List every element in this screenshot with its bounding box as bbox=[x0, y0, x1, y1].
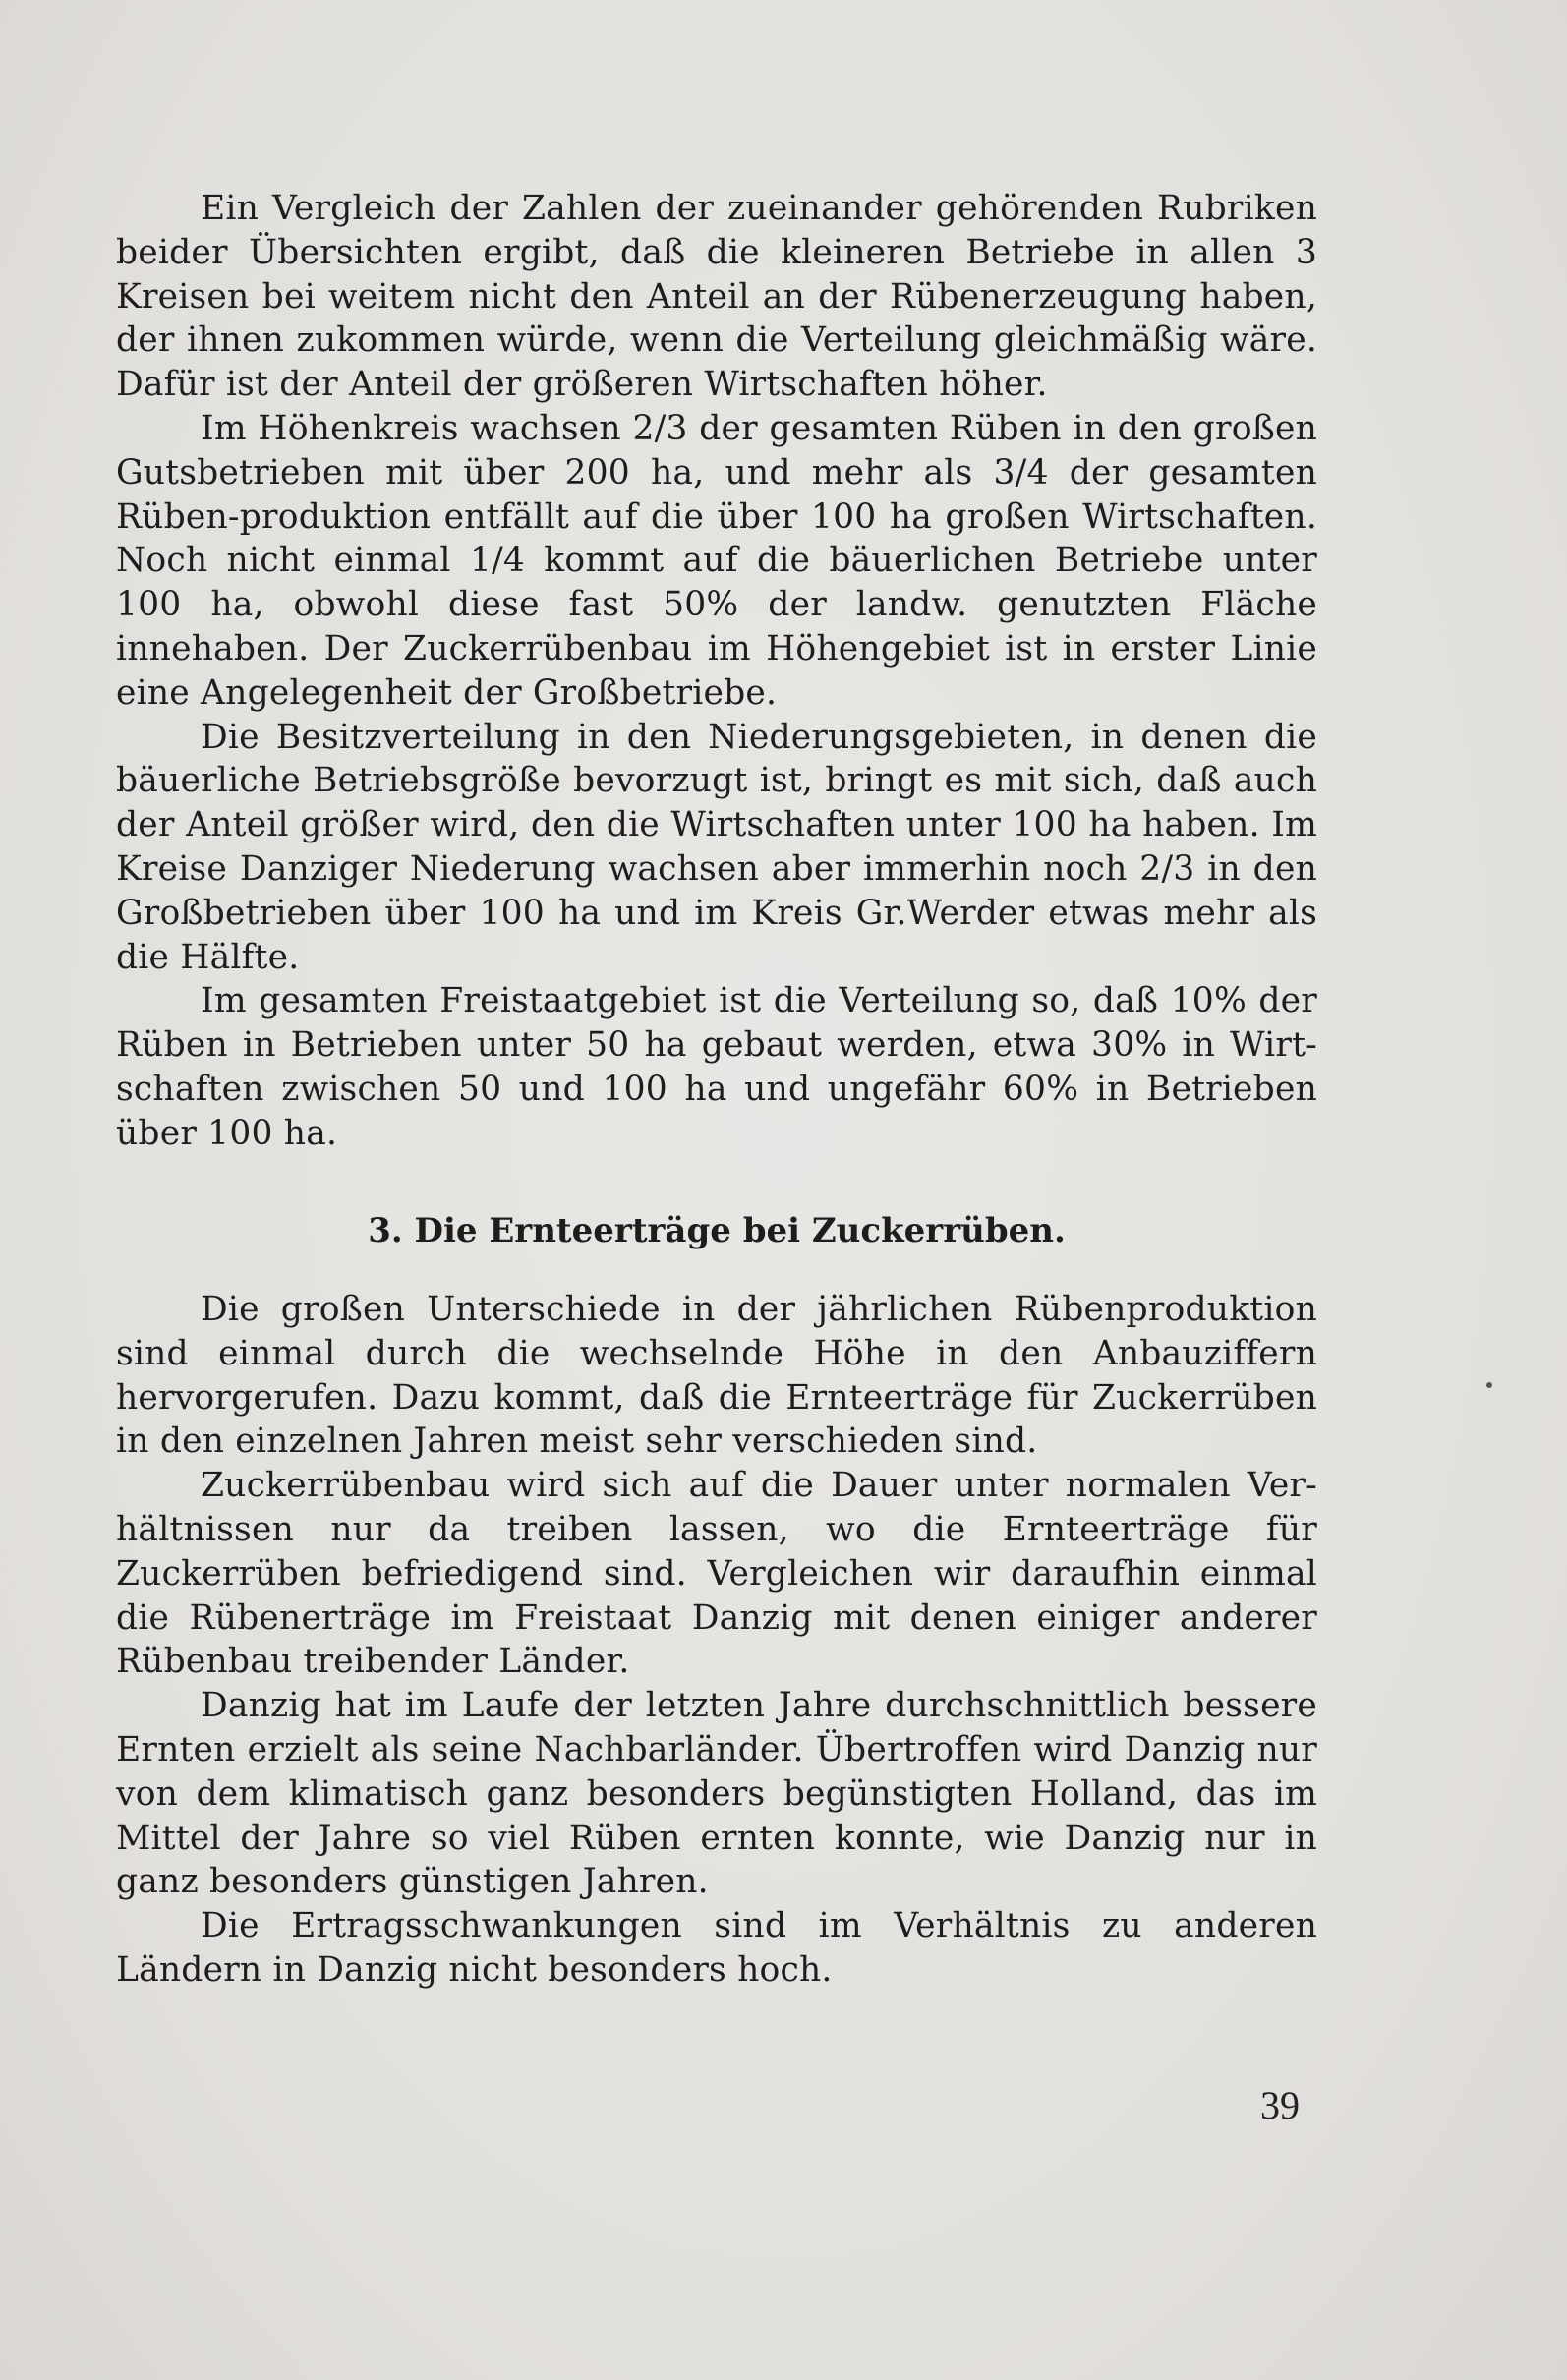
paragraph: Die Ertragsschwankungen sind im Verhältnis zu anderen Ländern in Danzig nicht besonders hoch. bbox=[116, 1906, 1317, 1990]
paragraph: Im Höhenkreis wachsen 2/3 der gesamten Rüben in den großen Gutsbetrieben mit über 200 ha, und mehr als 3/4 der gesamten Rüben-produktion entfällt auf die über 100 ha großen Wirtschaften. Noch nicht einmal 1/4 kommt auf die bäuerlichen Betriebe unter 100 ha, obwohl diese fast 50% der landw. genutzten Fläche innehaben. Der Zuckerrübenbau im Höhengebiet ist in erster Linie eine Angelegenheit der Großbetriebe. bbox=[116, 408, 1317, 713]
paper-speck bbox=[1486, 1382, 1492, 1388]
section-bottom-text bbox=[116, 1288, 1317, 1993]
paragraph: Danzig hat im Laufe der letzten Jahre durchschnittlich bessere Ernten erzielt als seine Nachbarländer. Übertroffen wird Danzig nur von dem klimatisch ganz besonders begünstigten Holland, das im Mittel der Jahre so viel Rüben ernten konnte, wie Danzig nur in ganz besonders günstigen Jahren. bbox=[116, 1686, 1317, 1902]
paragraph: Die Besitzverteilung in den Niederungsgebieten, in denen die bäuerliche Betriebsgröße bevorzugt ist, bringt es mit sich, daß auch der Anteil größer wird, den die Wirtschaften unter 100 ha haben. Im Kreise Danziger Niederung wachsen aber immerhin noch 2/3 in den Großbetrieben über 100 ha und im Kreis Gr.Werder etwas mehr als die Hälfte. bbox=[116, 717, 1317, 977]
section-top-text bbox=[116, 187, 1317, 1156]
page-number: 39 bbox=[1260, 2083, 1300, 2127]
section-heading-wrap bbox=[116, 1209, 1317, 1252]
paragraph: Die großen Unterschiede in der jährlichen Rübenproduktion sind einmal durch die wechselnde Höhe in den Anbauziffern hervorgerufen. Dazu kommt, daß die Ernteerträge für Zuckerrüben in den einzelnen Jahren meist sehr verschieden sind. bbox=[116, 1290, 1317, 1462]
paragraph: Zuckerrübenbau wird sich auf die Dauer unter normalen Ver-hältnissen nur da treiben lassen, wo die Ernteerträge für Zuckerrüben befriedigend sind. Vergleichen wir daraufhin einmal die Rübenerträge im Freistaat Danzig mit denen einiger anderer Rübenbau treibender Länder. bbox=[116, 1466, 1317, 1682]
paragraph: Ein Vergleich der Zahlen der zueinander gehörenden Rubriken beider Übersichten ergibt, daß die kleineren Betriebe in allen 3 Kreisen bei weitem nicht den Anteil an der Rübenerzeugung haben, der ihnen zukommen würde, wenn die Verteilung gleichmäßig wäre. Dafür ist der Anteil der größeren Wirtschaften höher. bbox=[116, 189, 1317, 405]
paragraph: Im gesamten Freistaatgebiet ist die Verteilung so, daß 10% der Rüben in Betrieben unter 50 ha gebaut werden, etwa 30% in Wirt-schaften zwischen 50 und 100 ha und ungefähr 60% in Betrieben über 100 ha. bbox=[116, 981, 1317, 1153]
section-heading: 3. Die Ernteerträge bei Zuckerrüben. bbox=[368, 1211, 1066, 1250]
